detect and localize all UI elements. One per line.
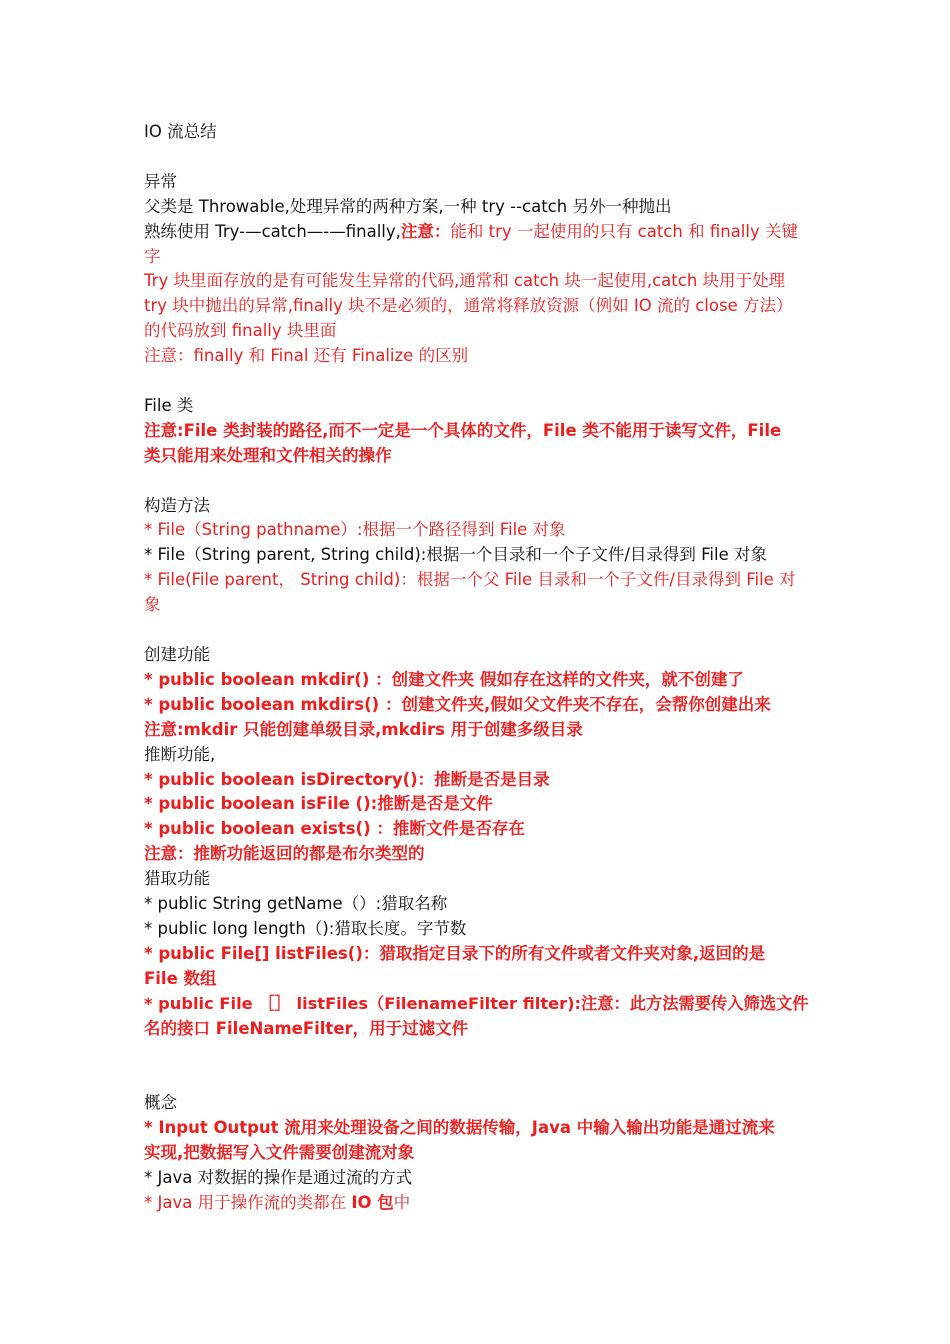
concept-line-4-end: 中 xyxy=(393,1192,411,1212)
section-heading-constructors: 构造方法 xyxy=(144,495,210,515)
exception-line-7: 注意：finally 和 Final 还有 Finalize 的区别 xyxy=(144,346,469,366)
create-note: 注意:mkdir 只能创建单级目录,mkdirs 用于创建多级目录 xyxy=(144,719,583,739)
section-heading-file-class: File 类 xyxy=(144,395,194,415)
constructor-3: * File(File parent， String child)：根据一个父 File 目录和一个子文件/目录得到 File 对 xyxy=(144,570,796,590)
concept-line-1: * Input Output 流用来处理设备之间的数据传输，Java 中输入输出功能是通过流来 xyxy=(144,1118,775,1138)
spacer xyxy=(144,145,814,170)
create-mkdirs: * public boolean mkdirs() ：创建文件夹,假如父文件夹不存在，会帮你创建出来 xyxy=(144,694,771,714)
judge-isfile: * public boolean isFile ():推断是否是文件 xyxy=(144,794,493,814)
exception-line-2 xyxy=(144,220,814,245)
judge-isdirectory: * public boolean isDirectory()：推断是否是目录 xyxy=(144,769,550,789)
section-heading-get: 猎取功能 xyxy=(144,869,210,889)
constructor-1: * File（String pathname）:根据一个路径得到 File 对象 xyxy=(144,520,566,540)
concept-line-2: 实现,把数据写入文件需要创建流对象 xyxy=(144,1143,415,1163)
constructor-2: * File（String parent, String child):根据一个目录和一个子文件/目录得到 File 对象 xyxy=(144,545,767,565)
document-title: IO 流总结 xyxy=(144,122,217,141)
spacer xyxy=(144,1041,814,1091)
section-heading-judge: 推断功能, xyxy=(144,744,216,764)
create-mkdir: * public boolean mkdir() ：创建文件夹 假如存在这样的文件夹，就不创建了 xyxy=(144,669,744,689)
get-getname: * public String getName（）:猎取名称 xyxy=(144,894,448,914)
concept-line-4 xyxy=(144,1191,814,1216)
exception-note-label: 注意： xyxy=(400,221,451,241)
get-listfiles: * public File[] listFiles()：猎取指定目录下的所有文件或者文件夹对象,返回的是 xyxy=(144,943,766,963)
exception-line-1: 父类是 Throwable,处理异常的两种方案,一种 try --catch 另外一种抛出 xyxy=(144,196,672,216)
judge-note: 注意：推断功能返回的都是布尔类型的 xyxy=(144,844,425,864)
document-page xyxy=(144,120,814,1216)
spacer xyxy=(144,469,814,494)
judge-exists: * public boolean exists() ：推断文件是否存在 xyxy=(144,819,525,839)
exception-line-3: 字 xyxy=(144,246,161,266)
file-class-note-2: 类只能用来处理和文件相关的操作 xyxy=(144,445,392,465)
get-listfiles-filter-cont: 名的接口 FileNameFilter，用于过滤文件 xyxy=(144,1018,469,1038)
exception-line-6: 的代码放到 finally 块里面 xyxy=(144,321,337,341)
file-class-note-1: 注意:File 类封装的路径,而不一定是一个具体的文件，File 类不能用于读写文件，File xyxy=(144,420,782,440)
constructor-3-cont: 象 xyxy=(144,595,161,615)
concept-io-package: IO 包 xyxy=(351,1192,394,1212)
spacer xyxy=(144,618,814,643)
spacer xyxy=(144,369,814,394)
exception-line-2-text: 熟练使用 Try-—catch—-—finally, xyxy=(144,221,401,241)
get-listfiles-filter: * public File ［］ listFiles（FilenameFilter filter):注意：此方法需要传入筛选文件 xyxy=(144,993,809,1013)
get-listfiles-cont: File 数组 xyxy=(144,968,217,988)
section-heading-concept: 概念 xyxy=(144,1093,177,1113)
exception-line-5: try 块中抛出的异常,finally 块不是必须的，通常将释放资源（例如 IO 流的 close 方法） xyxy=(144,296,793,316)
section-heading-exception: 异常 xyxy=(144,171,177,191)
exception-note-text: 能和 try 一起使用的只有 catch 和 finally 关键 xyxy=(450,221,798,241)
section-heading-create: 创建功能 xyxy=(144,644,210,664)
exception-line-4: Try 块里面存放的是有可能发生异常的代码,通常和 catch 块一起使用,catch 块用于处理 xyxy=(144,271,786,291)
get-length: * public long length（):猎取长度。字节数 xyxy=(144,918,467,938)
concept-line-3: * Java 对数据的操作是通过流的方式 xyxy=(144,1167,413,1187)
concept-line-4-text: * Java 用于操作流的类都在 xyxy=(144,1192,352,1212)
